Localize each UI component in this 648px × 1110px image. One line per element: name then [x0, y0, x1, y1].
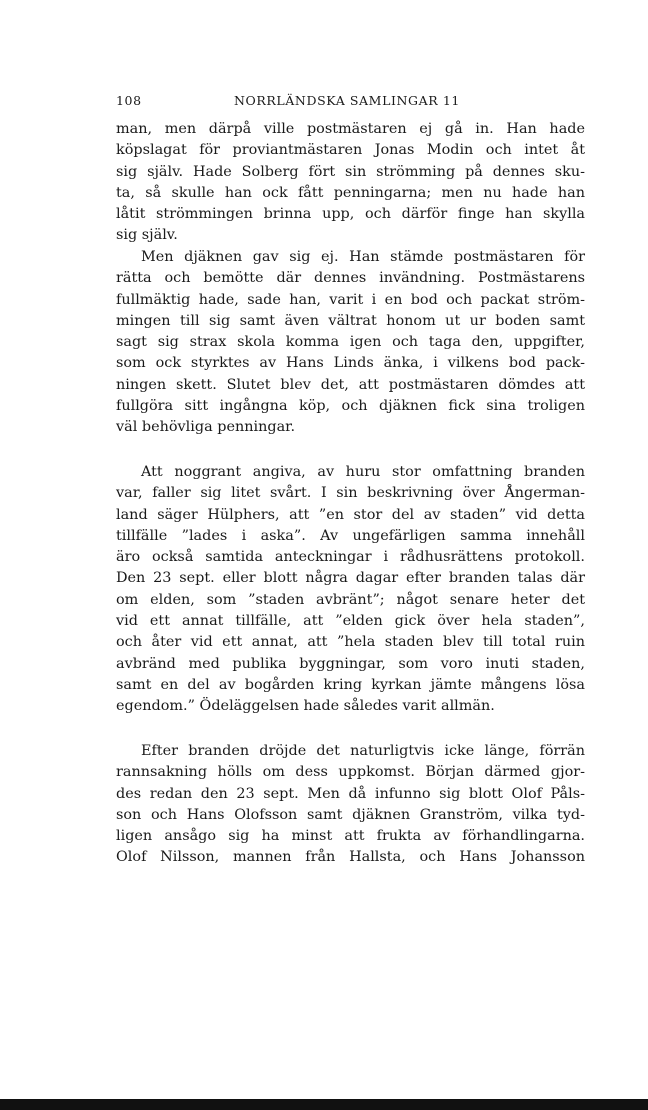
scan-bottom-border: [0, 1099, 648, 1110]
text-line: des redan den 23 sept. Men då infunno sig blott Olof Påls-: [116, 785, 585, 802]
text-line: Men djäknen gav sig ej. Han stämde postmästaren för: [141, 249, 585, 265]
text-line: egendom.” Ödeläggelsen hade således varit allmän.: [116, 698, 495, 715]
text-line: samt en del av bogården kring kyrkan jämte mångens lösa: [116, 676, 585, 693]
text-line: Olof Nilsson, mannen från Hallsta, och Hans Johansson: [116, 849, 585, 866]
text-line: ligen ansågo sig ha minst att frukta av förhandlingarna.: [116, 828, 585, 845]
text-line: avbränd med publika byggningar, som voro inuti staden,: [116, 655, 585, 672]
text-line: tillfälle ”lades i aska”. Av ungefärligen samma innehåll: [116, 527, 585, 544]
text-line: ningen skett. Slutet blev det, att postmästaren dömdes att: [116, 376, 585, 393]
text-line: fullmäktig hade, sade han, varit i en bod och packat ström-: [116, 291, 585, 308]
text-line: Den 23 sept. eller blott några dagar efter branden talas där: [116, 570, 585, 587]
text-line: vid ett annat tillfälle, att ”elden gick över hela staden”,: [116, 613, 585, 630]
text-line: son och Hans Olofsson samt djäknen Granström, vilka tyd-: [116, 806, 585, 823]
text-line: mingen till sig samt även vältrat honom ut ur boden samt: [116, 312, 585, 329]
text-line: fullgöra sitt ingångna köp, och djäknen fick sina troligen: [116, 398, 585, 415]
paragraph-2: [116, 247, 585, 439]
text-line: sig själv. Hade Solberg fört sin strömming på dennes sku-: [116, 163, 585, 180]
text-line: Efter branden dröjde det naturligtvis icke länge, förrän: [141, 743, 585, 759]
page-number: 108: [116, 93, 142, 108]
text-line: som ock styrktes av Hans Linds änka, i vilkens bod pack-: [116, 355, 585, 372]
text-line: rätta och bemötte där dennes invändning. Postmästarens: [116, 270, 585, 287]
text-line: var, faller sig litet svårt. I sin beskrivning över Ångerman-: [116, 485, 585, 502]
text-line: Att noggrant angiva, av huru stor omfattning branden: [141, 464, 585, 480]
text-line: köpslagat för proviantmästaren Jonas Modin och intet åt: [116, 142, 585, 159]
paragraph-3: [116, 462, 585, 718]
text-line: sig själv.: [116, 227, 178, 244]
text-line: och åter vid ett annat, att ”hela staden blev till total ruin: [116, 634, 585, 651]
text-line: rannsakning hölls om dess uppkomst. Början därmed gjor-: [116, 764, 585, 781]
text-line: om elden, som ”staden avbränt”; något senare heter det: [116, 591, 585, 608]
running-title: NORRLÄNDSKA SAMLINGAR 11: [234, 93, 460, 108]
paragraph-1: [116, 119, 585, 247]
text-line: ta, så skulle han ock fått penningarna; men nu hade han: [116, 184, 585, 201]
text-line: sagt sig strax skola komma igen och taga den, uppgifter,: [116, 334, 585, 351]
text-line: väl behövliga penningar.: [116, 419, 296, 436]
text-line: låtit strömmingen brinna upp, och därför finge han skylla: [116, 206, 585, 223]
paragraph-4: [116, 741, 585, 869]
text-line: man, men därpå ville postmästaren ej gå in. Han hade: [116, 121, 585, 137]
text-line: land säger Hülphers, att ”en stor del av staden” vid detta: [116, 506, 585, 523]
text-line: äro också samtida anteckningar i rådhusrättens protokoll.: [116, 549, 585, 566]
